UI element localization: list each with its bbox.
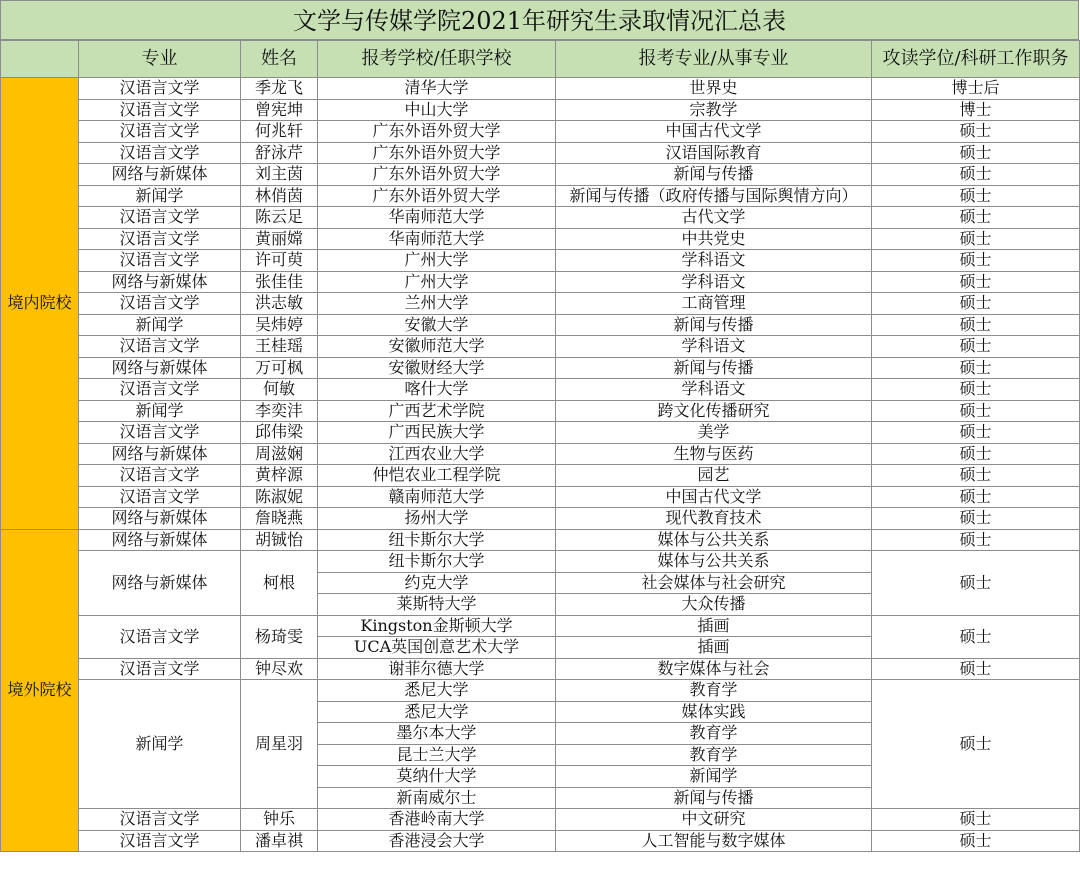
name-cell: 舒泳芹 (241, 142, 318, 164)
degree-cell: 硕士 (872, 207, 1080, 229)
school-cell: 仲恺农业工程学院 (318, 465, 556, 487)
degree-cell: 硕士 (872, 809, 1080, 831)
degree-cell: 硕士 (872, 164, 1080, 186)
name-cell: 林俏茵 (241, 185, 318, 207)
school-cell: 广州大学 (318, 271, 556, 293)
school-cell: 安徽大学 (318, 314, 556, 336)
school-cell: 谢菲尔德大学 (318, 658, 556, 680)
table-row (1, 357, 1080, 379)
program-cell: 媒体与公共关系 (556, 551, 872, 573)
school-cell: 新南威尔士 (318, 787, 556, 809)
major-cell: 新闻学 (79, 314, 241, 336)
program-cell: 汉语国际教育 (556, 142, 872, 164)
degree-cell: 硕士 (872, 400, 1080, 422)
table-row (1, 250, 1080, 272)
table-row (1, 680, 1080, 702)
header-row (1, 41, 1080, 78)
degree-cell: 硕士 (872, 357, 1080, 379)
major-cell: 汉语言文学 (79, 250, 241, 272)
program-cell: 美学 (556, 422, 872, 444)
table-row (1, 164, 1080, 186)
school-cell: 纽卡斯尔大学 (318, 551, 556, 573)
major-cell: 汉语言文学 (79, 228, 241, 250)
school-cell: 约克大学 (318, 572, 556, 594)
school-cell: 扬州大学 (318, 508, 556, 530)
degree-cell: 硕士 (872, 271, 1080, 293)
name-cell: 吴炜婷 (241, 314, 318, 336)
school-cell: 广东外语外贸大学 (318, 142, 556, 164)
program-cell: 现代教育技术 (556, 508, 872, 530)
program-cell: 新闻与传播 (556, 787, 872, 809)
program-cell: 教育学 (556, 744, 872, 766)
program-cell: 新闻与传播 (556, 314, 872, 336)
school-cell: Kingston金斯顿大学 (318, 615, 556, 637)
school-cell: 喀什大学 (318, 379, 556, 401)
major-cell: 网络与新媒体 (79, 529, 241, 551)
degree-cell: 硕士 (872, 314, 1080, 336)
admissions-table (0, 40, 1080, 852)
major-cell: 汉语言文学 (79, 293, 241, 315)
program-cell: 新闻与传播（政府传播与国际舆情方向） (556, 185, 872, 207)
major-cell: 网络与新媒体 (79, 443, 241, 465)
table-row (1, 379, 1080, 401)
table-row (1, 658, 1080, 680)
table-row (1, 443, 1080, 465)
name-cell: 许可萸 (241, 250, 318, 272)
name-cell: 陈淑妮 (241, 486, 318, 508)
sheet-title: 文学与传媒学院2021年研究生录取情况汇总表 (0, 0, 1079, 40)
table-row (1, 207, 1080, 229)
name-cell: 洪志敏 (241, 293, 318, 315)
degree-cell: 硕士 (872, 508, 1080, 530)
header-major: 专业 (79, 41, 241, 78)
program-cell: 园艺 (556, 465, 872, 487)
table-row (1, 336, 1080, 358)
name-cell: 钟乐 (241, 809, 318, 831)
school-cell: 昆士兰大学 (318, 744, 556, 766)
program-cell: 世界史 (556, 78, 872, 100)
program-cell: 教育学 (556, 680, 872, 702)
program-cell: 宗教学 (556, 99, 872, 121)
degree-cell: 硕士 (872, 658, 1080, 680)
region-label: 境外院校 (7, 680, 72, 700)
program-cell: 大众传播 (556, 594, 872, 616)
program-cell: 学科语文 (556, 271, 872, 293)
table-row (1, 465, 1080, 487)
major-cell: 汉语言文学 (79, 142, 241, 164)
major-cell: 网络与新媒体 (79, 551, 241, 616)
header-corner (1, 41, 79, 78)
school-cell: 香港浸会大学 (318, 830, 556, 852)
name-cell: 万可枫 (241, 357, 318, 379)
table-row (1, 615, 1080, 637)
program-cell: 数字媒体与社会 (556, 658, 872, 680)
degree-cell: 硕士 (872, 830, 1080, 852)
table-row (1, 508, 1080, 530)
program-cell: 学科语文 (556, 336, 872, 358)
school-cell: 莱斯特大学 (318, 594, 556, 616)
school-cell: 中山大学 (318, 99, 556, 121)
degree-cell: 硕士 (872, 422, 1080, 444)
name-cell: 张佳佳 (241, 271, 318, 293)
major-cell: 汉语言文学 (79, 336, 241, 358)
major-cell: 汉语言文学 (79, 379, 241, 401)
program-cell: 中国古代文学 (556, 486, 872, 508)
degree-cell: 硕士 (872, 551, 1080, 616)
header-degree: 攻读学位/科研工作职务 (872, 41, 1080, 78)
table-row (1, 271, 1080, 293)
degree-cell: 硕士 (872, 443, 1080, 465)
table-row (1, 400, 1080, 422)
header-program: 报考专业/从事专业 (556, 41, 872, 78)
program-cell: 中国古代文学 (556, 121, 872, 143)
school-cell: 华南师范大学 (318, 207, 556, 229)
program-cell: 学科语文 (556, 379, 872, 401)
major-cell: 汉语言文学 (79, 465, 241, 487)
table-row (1, 529, 1080, 551)
degree-cell: 硕士 (872, 142, 1080, 164)
school-cell: 莫纳什大学 (318, 766, 556, 788)
school-cell: 悉尼大学 (318, 701, 556, 723)
major-cell: 汉语言文学 (79, 78, 241, 100)
program-cell: 媒体与公共关系 (556, 529, 872, 551)
program-cell: 插画 (556, 637, 872, 659)
name-cell: 胡铖怡 (241, 529, 318, 551)
degree-cell: 硕士 (872, 529, 1080, 551)
program-cell: 中共党史 (556, 228, 872, 250)
degree-cell: 博士 (872, 99, 1080, 121)
major-cell: 汉语言文学 (79, 121, 241, 143)
name-cell: 王桂瑶 (241, 336, 318, 358)
school-cell: UCA英国创意艺术大学 (318, 637, 556, 659)
table-row (1, 551, 1080, 573)
program-cell: 插画 (556, 615, 872, 637)
degree-cell: 硕士 (872, 228, 1080, 250)
school-cell: 华南师范大学 (318, 228, 556, 250)
name-cell: 陈云足 (241, 207, 318, 229)
table-row (1, 228, 1080, 250)
degree-cell: 硕士 (872, 379, 1080, 401)
name-cell: 柯根 (241, 551, 318, 616)
name-cell: 黄丽嫦 (241, 228, 318, 250)
table-row (1, 314, 1080, 336)
table-row (1, 185, 1080, 207)
program-cell: 学科语文 (556, 250, 872, 272)
header-name: 姓名 (241, 41, 318, 78)
table-row (1, 422, 1080, 444)
school-cell: 赣南师范大学 (318, 486, 556, 508)
school-cell: 广西艺术学院 (318, 400, 556, 422)
program-cell: 新闻与传播 (556, 357, 872, 379)
major-cell: 汉语言文学 (79, 422, 241, 444)
school-cell: 广西民族大学 (318, 422, 556, 444)
name-cell: 刘主茵 (241, 164, 318, 186)
school-cell: 清华大学 (318, 78, 556, 100)
major-cell: 新闻学 (79, 400, 241, 422)
major-cell: 汉语言文学 (79, 830, 241, 852)
school-cell: 广东外语外贸大学 (318, 185, 556, 207)
name-cell: 曾宪坤 (241, 99, 318, 121)
program-cell: 工商管理 (556, 293, 872, 315)
major-cell: 汉语言文学 (79, 207, 241, 229)
table-row (1, 121, 1080, 143)
major-cell: 网络与新媒体 (79, 508, 241, 530)
table-row (1, 809, 1080, 831)
school-cell: 兰州大学 (318, 293, 556, 315)
degree-cell: 硕士 (872, 121, 1080, 143)
school-cell: 纽卡斯尔大学 (318, 529, 556, 551)
name-cell: 钟尽欢 (241, 658, 318, 680)
table-row (1, 293, 1080, 315)
program-cell: 媒体实践 (556, 701, 872, 723)
degree-cell: 博士后 (872, 78, 1080, 100)
major-cell: 汉语言文学 (79, 615, 241, 658)
name-cell: 黄梓源 (241, 465, 318, 487)
name-cell: 何兆轩 (241, 121, 318, 143)
table-row (1, 99, 1080, 121)
school-cell: 广东外语外贸大学 (318, 164, 556, 186)
school-cell: 香港岭南大学 (318, 809, 556, 831)
school-cell: 广州大学 (318, 250, 556, 272)
program-cell: 人工智能与数字媒体 (556, 830, 872, 852)
major-cell: 汉语言文学 (79, 809, 241, 831)
degree-cell: 硕士 (872, 680, 1080, 809)
name-cell: 周滋娴 (241, 443, 318, 465)
major-cell: 网络与新媒体 (79, 164, 241, 186)
program-cell: 社会媒体与社会研究 (556, 572, 872, 594)
program-cell: 生物与医药 (556, 443, 872, 465)
program-cell: 教育学 (556, 723, 872, 745)
degree-cell: 硕士 (872, 293, 1080, 315)
school-cell: 安徽财经大学 (318, 357, 556, 379)
school-cell: 悉尼大学 (318, 680, 556, 702)
school-cell: 墨尔本大学 (318, 723, 556, 745)
region-overseas (1, 529, 79, 852)
program-cell: 中文研究 (556, 809, 872, 831)
school-cell: 广东外语外贸大学 (318, 121, 556, 143)
table-row (1, 78, 1080, 100)
name-cell: 潘卓祺 (241, 830, 318, 852)
school-cell: 江西农业大学 (318, 443, 556, 465)
table-row (1, 142, 1080, 164)
name-cell: 周星羽 (241, 680, 318, 809)
major-cell: 汉语言文学 (79, 99, 241, 121)
table-row (1, 830, 1080, 852)
region-domestic (1, 78, 79, 530)
name-cell: 何敏 (241, 379, 318, 401)
degree-cell: 硕士 (872, 486, 1080, 508)
name-cell: 詹晓燕 (241, 508, 318, 530)
program-cell: 古代文学 (556, 207, 872, 229)
name-cell: 邱伟梁 (241, 422, 318, 444)
major-cell: 网络与新媒体 (79, 271, 241, 293)
name-cell: 季龙飞 (241, 78, 318, 100)
major-cell: 网络与新媒体 (79, 357, 241, 379)
degree-cell: 硕士 (872, 336, 1080, 358)
name-cell: 杨琦雯 (241, 615, 318, 658)
program-cell: 跨文化传播研究 (556, 400, 872, 422)
degree-cell: 硕士 (872, 250, 1080, 272)
degree-cell: 硕士 (872, 465, 1080, 487)
major-cell: 汉语言文学 (79, 486, 241, 508)
degree-cell: 硕士 (872, 185, 1080, 207)
major-cell: 新闻学 (79, 185, 241, 207)
program-cell: 新闻与传播 (556, 164, 872, 186)
major-cell: 新闻学 (79, 680, 241, 809)
region-label: 境内院校 (7, 293, 72, 313)
program-cell: 新闻学 (556, 766, 872, 788)
name-cell: 李奕沣 (241, 400, 318, 422)
school-cell: 安徽师范大学 (318, 336, 556, 358)
table-row (1, 486, 1080, 508)
header-school: 报考学校/任职学校 (318, 41, 556, 78)
degree-cell: 硕士 (872, 615, 1080, 658)
major-cell: 汉语言文学 (79, 658, 241, 680)
